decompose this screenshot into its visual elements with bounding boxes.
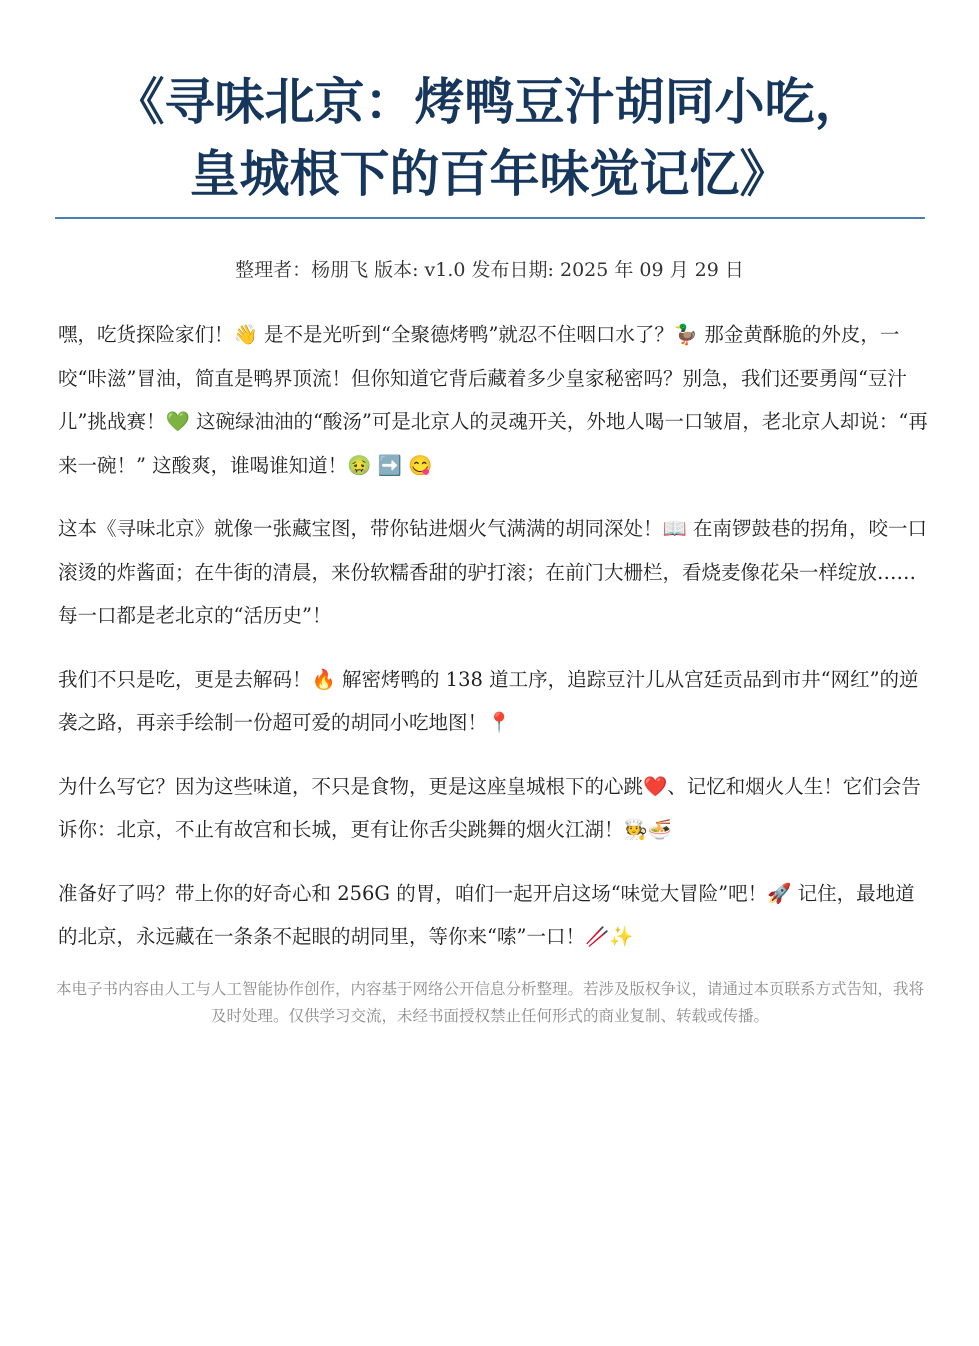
paragraph-treasure-map: 这本《寻味北京》就像一张藏宝图，带你钻进烟火气满满的胡同深处！📖 在南锣鼓巷的拐角，咬一口滚烫的炸酱面；在牛街的清晨，来份软糯香甜的驴打滚；在前门大栅栏，看烧麦像花朵一样绽放……每一口都是老北京的“活历史”！: [58, 517, 927, 627]
document-title: [40, 66, 939, 210]
title-divider: [55, 217, 925, 219]
paragraph-decode: 我们不只是吃，更是去解码！🔥 解密烤鸭的 138 道工序，追踪豆汁儿从宫廷贡品到市井“网红”的逆袭之路，再亲手绘制一份超可爱的胡同小吃地图！📍: [58, 667, 919, 734]
document-body: [58, 313, 930, 979]
document-meta: 整理者：杨朋飞 版本: v1.0 发布日期: 2025 年 09 月 29 日: [235, 259, 744, 281]
paragraph-why: 为什么写它？因为这些味道，不只是食物，更是这座皇城根下的心跳❤️、记忆和烟火人生！它们会告诉你：北京，不止有故宫和长城，更有让你舌尖跳舞的烟火江湖！🧑‍🍳🍜: [58, 774, 921, 841]
copyright-notice: 本电子书内容由人工与人工智能协作创作，内容基于网络公开信息分析整理。若涉及版权争议，请通过本页联系方式告知，我将及时处理。仅供学习交流，未经书面授权禁止任何形式的商业复制、转载或传播。: [55, 980, 924, 1025]
paragraph-intro: 嘿，吃货探险家们！👋 是不是光听到“全聚德烤鸭”就忍不住咽口水了？🦆 那金黄酥脆的外皮，一咬“咔滋”冒油，简直是鸭界顶流！但你知道它背后藏着多少皇家秘密吗？别急，我们还要勇闯“豆汁儿”挑战赛！💚 这碗绿油油的“酸汤”可是北京人的灵魂开关，外地人喝一口皱眉，老北京人却说：“再来一碗！” 这酸爽，谁喝谁知道！🤢 ➡️ 😋: [58, 323, 928, 477]
title-line-1: 《寻味北京：烤鸭豆汁胡同小吃，: [114, 73, 865, 131]
title-line-2: 皇城根下的百年味觉记忆》: [189, 145, 790, 203]
paragraph-ready: 准备好了吗？带上你的好奇心和 256G 的胃，咱们一起开启这场“味觉大冒险”吧！🚀 记住，最地道的北京，永远藏在一条条不起眼的胡同里，等你来“嗦”一口！🥢✨: [58, 881, 915, 948]
